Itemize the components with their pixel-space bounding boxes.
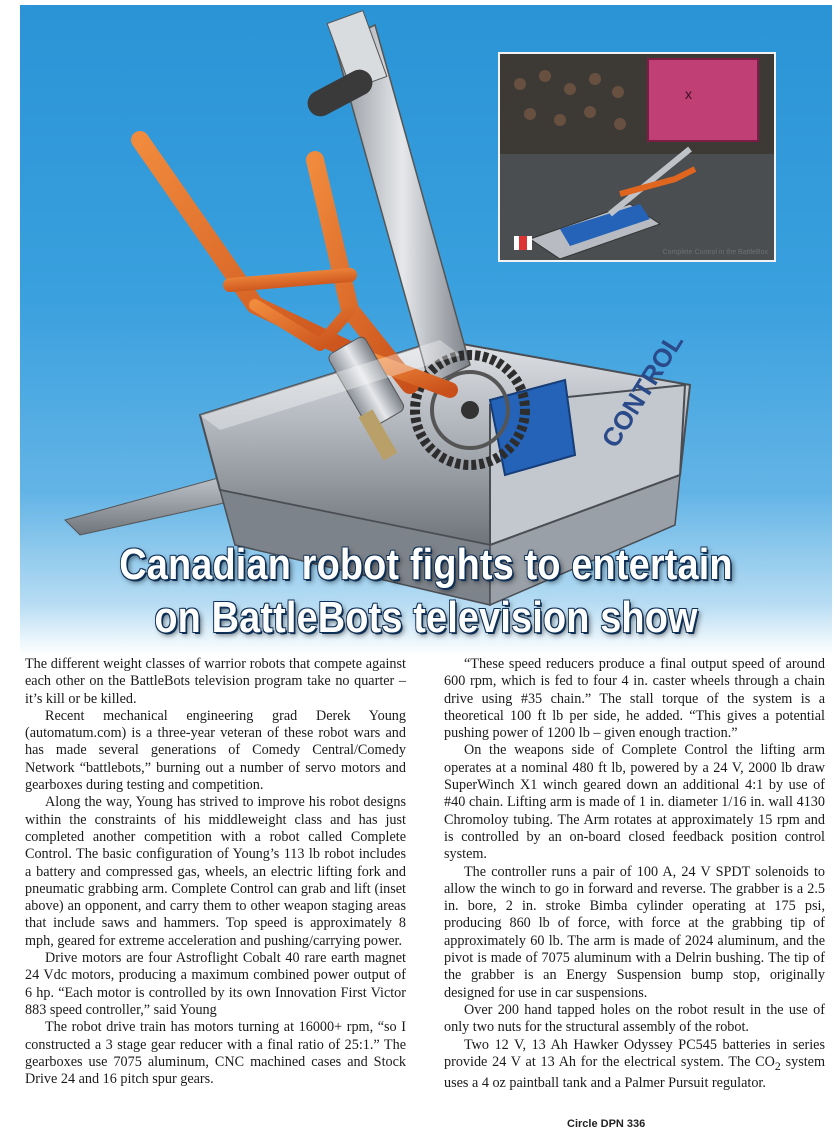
- article-left-column: [25, 656, 406, 1088]
- paragraph: Recent mechanical engineering grad Derek Young (automatum.com) is a three-year veteran of these robot wars and has made several generations of Comedy Central/Comedy Network “battlebots,” burning out a number of servo motors and gearboxes during testing and competition.: [25, 707, 406, 794]
- paragraph: On the weapons side of Complete Control the lifting arm operates at a nominal 480 ft lb, powered by a 24 V, 2000 lb draw SuperWinch X1 winch geared down an additional 4:1 by use of #40 chain. Lifting arm is made of 1 in. diameter 1/16 in. wall 4130 Chromoloy tubing. The Arm rotates at approximately 15 rpm and is controlled by an on-board closed feedback position control system.: [444, 742, 825, 863]
- paragraph-last: [444, 1037, 825, 1093]
- headline-line-2: on BattleBots television show: [154, 593, 698, 642]
- reader-service-number: Circle DPN 336: [567, 1118, 646, 1130]
- co2-subscript: 2: [774, 1058, 781, 1073]
- paragraph: The robot drive train has motors turning at 16000+ rpm, “so I constructed a 3 stage gear reducer with a final ratio of 25:1.” The gearboxes use 7075 aluminum, CNC machined cases and Stock Drive 24 and 16 pitch spur gears.: [25, 1019, 406, 1088]
- inset-label: Complete Control in the BattleBox: [662, 249, 768, 256]
- svg-text:x: x: [685, 86, 692, 102]
- article-right-column: [444, 656, 825, 1092]
- paragraph: The controller runs a pair of 100 A, 24 V SPDT solenoids to allow the winch to go in forward and reverse. The grabber is a 2.5 in. bore, 2 in. stroke Bimba cylinder operating at 175 psi, producing 860 lb of force, with force at the grabbing tip of approximately 60 lb. The arm is made of 2024 aluminum, and the pivot is made of 7075 aluminum with a Delrin bushing. The tip of the grabber is an Energy Suspension bump stop, originally designed for use in car suspensions.: [444, 863, 825, 1001]
- paragraph: Drive motors are four Astroflight Cobalt 40 rare earth magnet 24 Vdc motors, producing a maximum combined power output of 6 hp. “Each motor is controlled by its own Innovation First Victor 883 speed controller,” said Young: [25, 950, 406, 1018]
- paragraph: The different weight classes of warrior robots that compete against each other on the BattleBots television program take no quarter – it’s kill or be killed.: [25, 656, 406, 707]
- headline-line-1: Canadian robot fights to entertain: [119, 540, 733, 589]
- hero-label: CONTROL: [595, 327, 689, 453]
- battlebox-scene: [500, 54, 774, 260]
- paragraph: Over 200 hand tapped holes on the robot result in the use of only two nuts for the structural assembly of the robot.: [444, 1001, 825, 1036]
- pink-opponent: [648, 59, 758, 141]
- inset-photo: [498, 52, 776, 262]
- paragraph: “These speed reducers produce a final output speed of around 600 rpm, which is fed to four 4 in. caster wheels through a chain drive using #35 chain.” The stall torque of the system is a theoretical 100 ft lb per side, he added. “This gives a potential pushing power of 1200 lb – given enough traction.”: [444, 656, 825, 742]
- paragraph-text: system uses a 4 oz paintball tank and a Palmer Pursuit regulator.: [444, 1053, 825, 1091]
- paragraph: Along the way, Young has strived to improve his robot designs within the constraints of his middleweight class and has just completed another competition with a robot called Complete Control. The basic configuration of Young’s 113 lb robot includes a battery and compressed gas, wheels, an electric lifting fork and pneumatic grabbing arm. Complete Control can grab and lift (inset above) an opponent, and carry them to other weapon staging areas that include saws and hammers. Top speed is approximately 8 mph, geared for extreme acceleration and pushing/carrying power.: [25, 794, 406, 949]
- paragraph-text: Two 12 V, 13 Ah Hawker Odyssey PC545 batteries in series provide 24 V at 13 Ah for the electrical system. The CO: [444, 1036, 825, 1070]
